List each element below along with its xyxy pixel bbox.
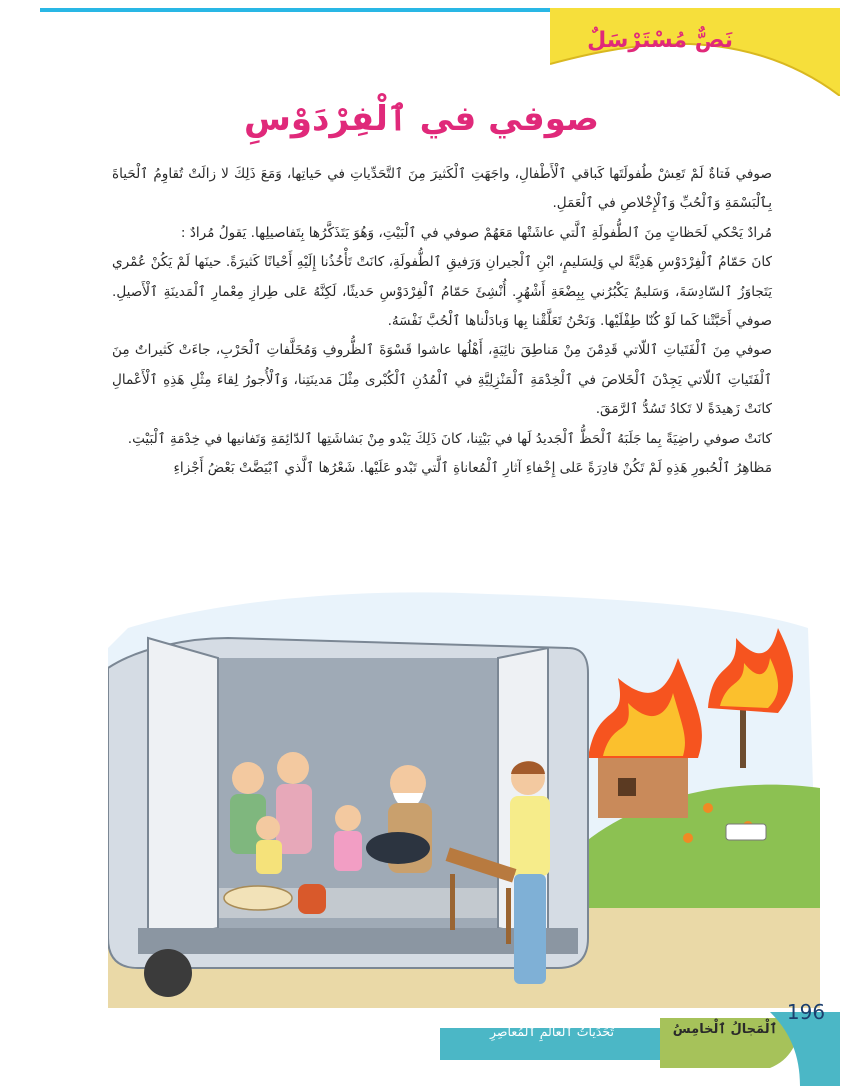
story-title: صوفي في ٱلْفِرْدَوْسِ [244,99,599,139]
page-margin [0,0,40,1089]
person-head [277,752,309,784]
page-number: 196 [786,1000,826,1024]
table-leg [506,888,511,944]
paragraph-5: كانَتْ صوفي راضِيَةً بِما جَلَبَهُ ٱلْحَظُّ ٱلْجَديدُ لَها في بَيْتِنا، كانَ ذَلِكَ يَبْدو مِنْ بَشاشَتِها ٱلدّائِمَةِ وَتَفانيها في خِدْمَةِ ٱلْبَيْتِ. [127,430,772,447]
child-head [256,816,280,840]
child-body [334,831,362,871]
orange-fruit [703,803,713,813]
man-legs [514,874,546,984]
unit-topic: تَحَدِّياتُ ٱلْعالَمِ ٱلْمُعاصِرِ [490,1024,614,1039]
paragraph-4: صوفي مِنَ ٱلْفَتَياتِ ٱللّاتي قَدِمْنَ مِنْ مَناطِقَ نائِيَةٍ، أَهْلُها عاشوا قَسْوَةَ ٱلظُّروفِ وَمُخَلَّفاتِ ٱلْحَرْبِ، جاءَتْ كَثيراتٌ مِنَ ٱلْفَتَياتِ ٱللّاتي يَجِدْنَ ٱلْخَلاصَ في ٱلْخِدْمَةِ ٱلْمَنْزِلِيَّةِ في ٱلْمُدُنِ ٱلْكُبْرى مِثْلَ مَدينَتِنا، وَٱلْأُجورُ لِقاءَ مِثْلِ هَذِهِ ٱلْأَعْمالِ كانَتْ زَهيدَةً لا تَكادُ تَسُدُّ ٱلرَّمَقَ. [112,342,772,418]
house-window [618,778,636,796]
distant-van [726,824,766,840]
paragraph-2: مُرادٌ يَحْكي لَحَظاتٍ مِنَ ٱلطُّفولَةِ ٱلَّتي عاشَتْها مَعَهُمْ صوفي في ٱلْبَيْتِ، وَهُوَ يَتَذَكَّرُها بِتَفاصيلِها. يَقولُ مُرادٌ : [180,224,772,241]
van-bumper [138,928,578,954]
unit-label: ٱلْمَجالُ ٱلْخامِسُ [672,1022,778,1037]
paragraph-6: مَظاهِرُ ٱلْحُبورِ هَذِهِ لَمْ تَكُنْ قادِرَةً عَلى إِخْفاءِ آثارِ ٱلْمُعاناةِ ٱلَّتي تَبْدو عَلَيْها. شَعْرُها ٱلَّذي ٱبْيَضَّتْ بَعْضُ أَجْزاءِ [173,460,772,477]
tree-trunk [740,708,746,768]
man-body [510,796,550,876]
text-type-label: نَصٌّ مُسْتَرْسَلٌ [587,28,733,53]
person-head [232,762,264,794]
paragraph-1: صوفي فَتاةٌ لَمْ تَعِشْ طُفولَتَها كَباقي ٱلْأَطْفالِ، واجَهَتِ ٱلْكَثيرَ مِنَ ٱلتَّحَدِّياتِ في حَياتِها، وَمَعَ ذَلِكَ لا زالَتْ تُقاوِمُ ٱلْحَياةَ بِٱلْبَسْمَةِ وَٱلْحُبِّ وَٱلْإِخْلاصِ في ٱلْعَمَلِ. [112,166,772,212]
table-leg [450,874,455,930]
van-wheel [144,949,192,997]
paragraph-3: كانَ حَمّامُ ٱلْفِرْدَوْسِ هَدِيَّةً لي وَلِسَليمٍ، ابْنِ ٱلْجيرانِ وَرَفيقِ ٱلطُّفولَةِ، كانَتْ تَأْخُذُنا إِلَيْهِ أَحْيانًا كَثيرَةً. حينَها لَمْ يَكُنْ عُمْري يَتَجاوَزُ ٱلسّادِسَةَ، وَسَليمٌ يَكْبُرُني بِبِضْعَةِ أَشْهُرٍ. أُنْشِئَ حَمّامُ ٱلْفِرْدَوْسِ حَديثًا، لَكِنَّهُ عَلى طِرازِ مِعْمارِ ٱلْمَدينَةِ ٱلْأَصيلِ. صوفي أَحَبَّتْنا كَما لَوْ كُنّا طِفْلَيْها. وَنَحْنُ تَعَلَّقْنا بِها وَبادَلْناها ٱلْحُبَّ نَفْسَهُ. [112,254,772,330]
orange-fruit [683,833,693,843]
child-body [256,840,282,874]
story-illustration [108,588,820,1008]
van-door-left [148,638,218,943]
basket [224,886,292,910]
bundle [366,832,430,864]
story-body [112,160,772,483]
burning-house [598,758,688,818]
rolled-rug [298,884,326,914]
child-head [335,805,361,831]
